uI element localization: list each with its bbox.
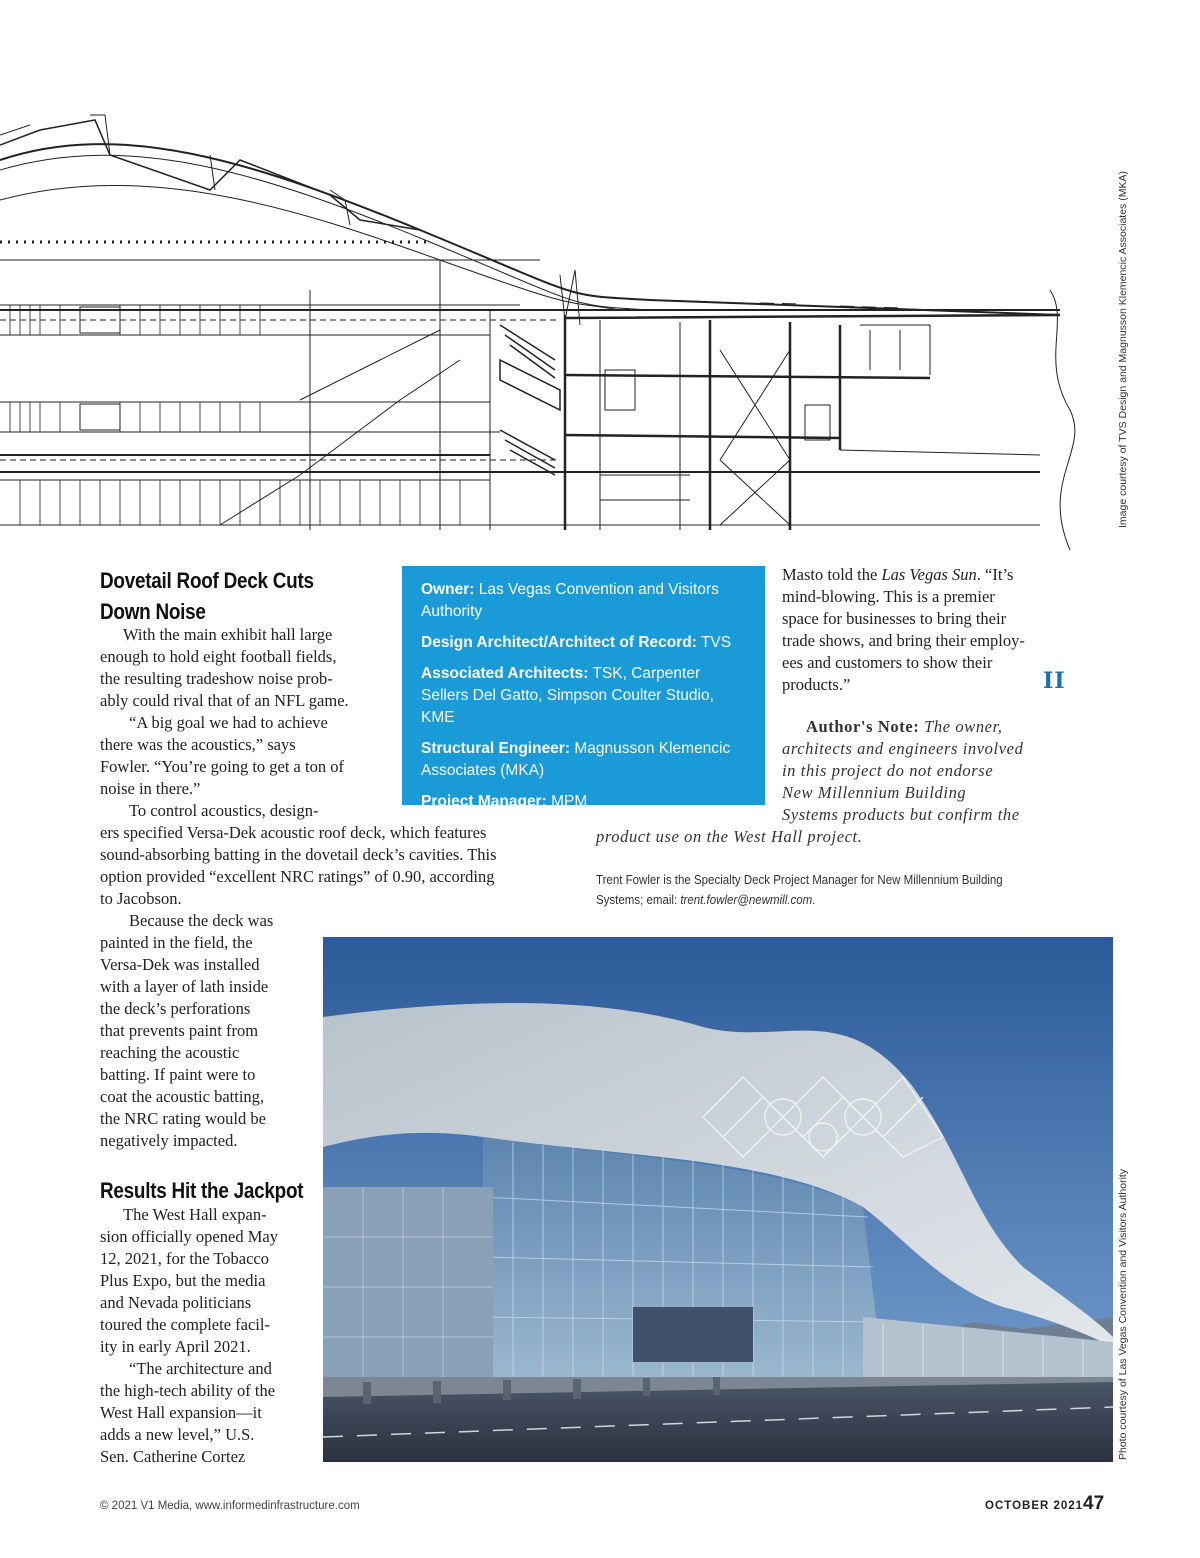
architectural-section-drawing: [0, 60, 1110, 555]
paragraph-versadek: ers specified Versa-Dek acoustic roof deck, which features sound-absorbing batting in the dovetail deck’s cavities. This option provided “excellent NRC ratings” of 0.90, according to Jacobson.: [100, 823, 497, 908]
footer-issue-date: OCTOBER 2021: [985, 1500, 1084, 1512]
paragraph-results: The West Hall expan- sion officially opened May 12, 2021, for the Tobacco Plus Expo, but the media and Nevada politicians toured the complete facil- ity in early April 2021. “The architecture and the high-tech ability of the West Hall expansion—it adds a new level,” U.S. Sen. Catherine Cortez: [100, 1205, 278, 1466]
author-note: Author's Note: The owner, architects and engineers involved in this project do not endorse New Millennium Building Systems products but confirm the: [782, 717, 1024, 824]
author-note-last-line: product use on the West Hall project.: [596, 827, 863, 846]
infobox-row: Structural Engineer: Magnusson Klemencic Associates (MKA): [421, 740, 731, 779]
west-hall-photo: [323, 937, 1113, 1462]
drawing-credit: Image courtesy of TVS Design and Magnusson Klemencic Associates (MKA): [1117, 171, 1129, 528]
heading-line: Down Noise: [100, 599, 206, 624]
infobox-row: Owner: Las Vegas Convention and Visitors Authority: [421, 581, 719, 620]
infobox-row: Project Manager: MPM: [421, 793, 588, 810]
project-team-infobox: [402, 566, 765, 810]
section-heading-noise: [100, 565, 341, 627]
author-email[interactable]: trent.fowler@newmill.com: [680, 893, 813, 907]
photo-credit: Photo courtesy of Las Vegas Convention and Visitors Authority: [1117, 1168, 1129, 1460]
heading-line: Dovetail Roof Deck Cuts: [100, 568, 314, 593]
paragraph-paint: Because the deck was painted in the field, the Versa-Dek was installed with a layer of lath inside the deck’s perforations that prevents paint from reaching the acoustic batting. If paint were to coat the acoustic batting, the NRC rating would be negatively impacted.: [100, 911, 274, 1150]
section-heading-results: Results Hit the Jackpot: [100, 1178, 304, 1203]
paragraph-noise-intro: With the main exhibit hall large enough to hold eight football fields, the resulting tradeshow noise prob- ably could rival that of an NFL game. “A big goal we had to achieve there was the acoustics,” says Fowler. “You’re going to get a ton of noise in there.” To control acoustics, design-: [100, 625, 349, 820]
end-of-article-mark: II: [1043, 668, 1066, 694]
page-number: 47: [1083, 1493, 1105, 1514]
infobox-row: Associated Architects: TSK, Carpenter Sellers Del Gatto, Simpson Coulter Studio, KME: [421, 665, 714, 726]
paragraph-quote-masto: Masto told the Las Vegas Sun. “It’s mind-blowing. This is a premier space for businesses to bring their trade shows, and bring their employ- ees and customers to show their products.”: [782, 565, 1025, 694]
author-bio: Trent Fowler is the Specialty Deck Project Manager for New Millennium Building Systems; email: trent.fowler@newmill.com.: [596, 873, 1003, 907]
infobox-row: Design Architect/Architect of Record: TVS: [421, 634, 732, 651]
footer-copyright: © 2021 V1 Media, www.informedinfrastructure.com: [100, 1500, 360, 1512]
